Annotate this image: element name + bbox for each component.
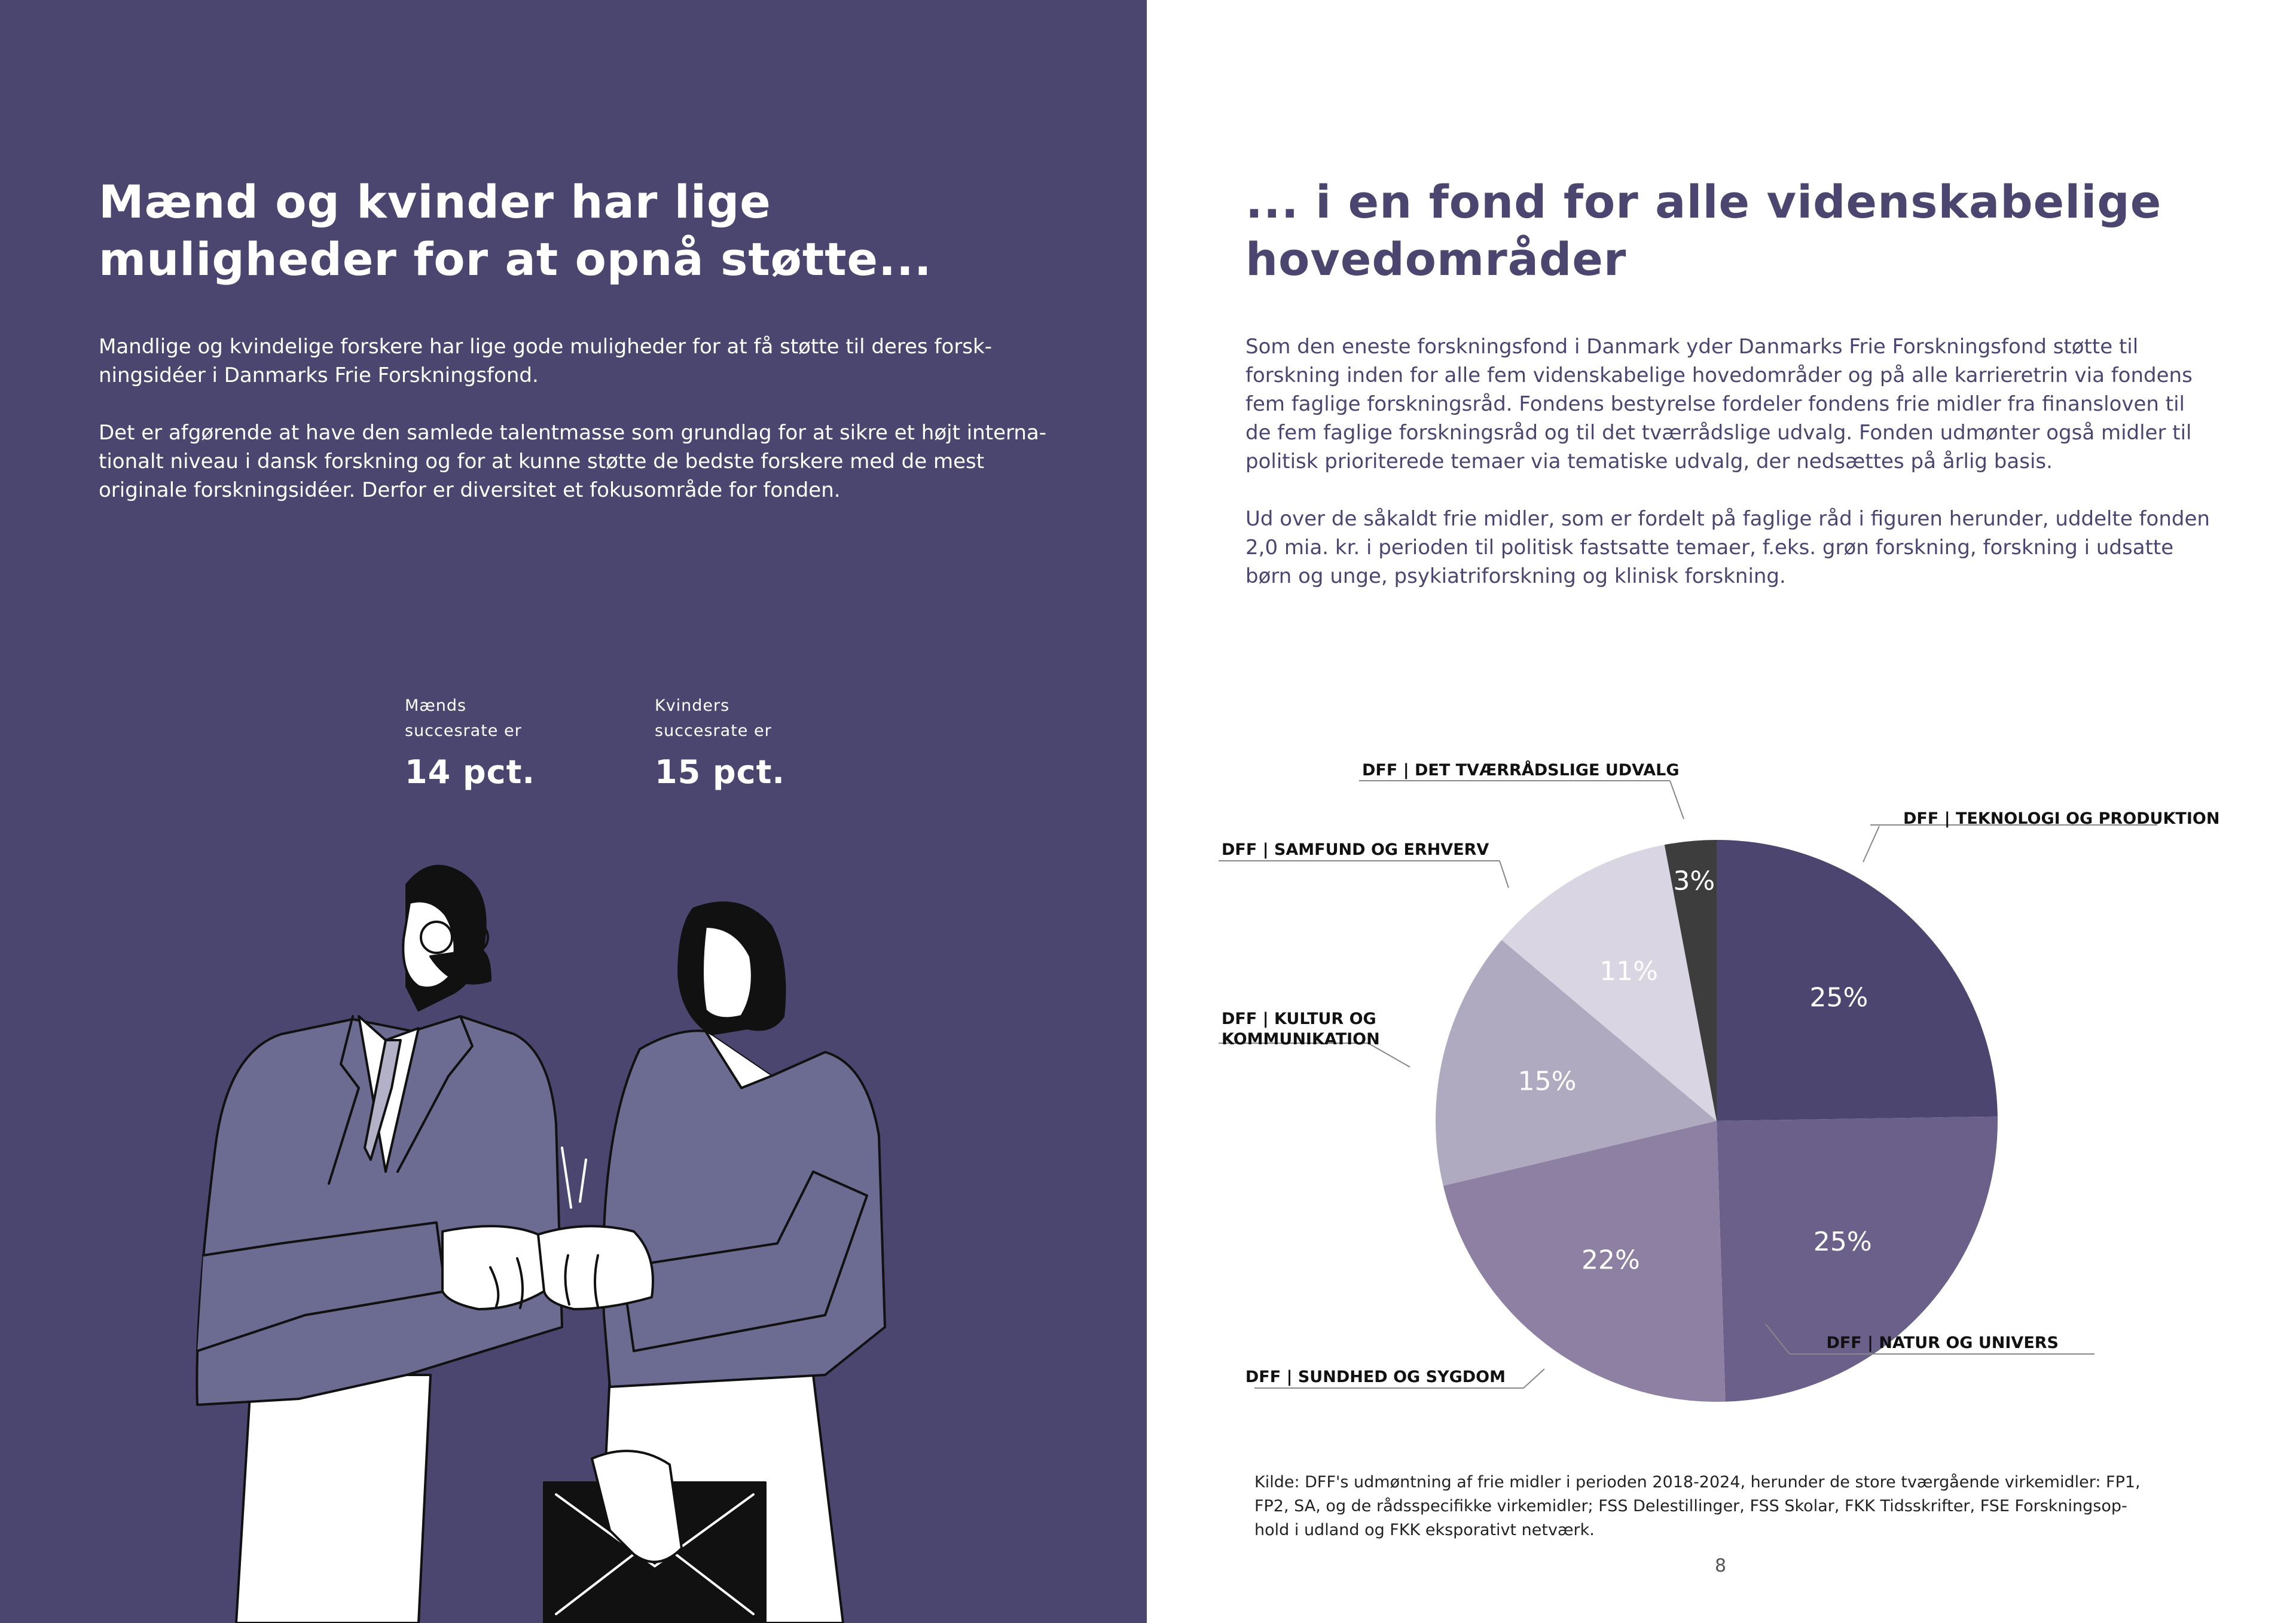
right-heading: ... i en fond for alle videnskabelige hovedområder [1245, 175, 2162, 286]
left-body [99, 332, 1055, 533]
left-paragraph-1: Mandlige og kvindelige forskere har lige gode muligheder for at få støtte til deres forsk- ningsidéer i Danmarks Frie Forskningsfond. [99, 335, 992, 387]
label-leader-line [1523, 1369, 1544, 1388]
pie-slice [1717, 1117, 1998, 1402]
pie-value-label: 22% [1581, 1245, 1640, 1276]
right-body [1245, 332, 2226, 619]
right-paragraph-1: Som den eneste forskningsfond i Danmark yder Danmarks Frie Forskningsfond støtte til forskning inden for alle fem videnskabelige hovedområder og på alle karrieretrin via fondens fem faglige forskningsråd. Fondens bestyrelse fordeler fondens frie midler fra finansloven til de fem faglige forskningsråd og til det tværrådslige udvalg. Fonden udmønter også midler til politisk prioriterede temaer via tematiske udvalg, der nedsættes på årlig basis. [1245, 335, 2193, 473]
left-page [0, 0, 1147, 1623]
pie-slice [1717, 840, 1998, 1121]
left-heading: Mænd og kvinder har lige muligheder for at opnå støtte... [99, 175, 932, 286]
pie-chart [1147, 741, 2296, 1435]
stat-men [405, 693, 535, 791]
stat-women-label: Kvinders succesrate er [655, 696, 772, 740]
pie-category-label: DFF | SUNDHED OG SYGDOM [1245, 1368, 1506, 1386]
pie-value-label: 11% [1599, 956, 1658, 987]
pie-value-label: 25% [1813, 1227, 1872, 1258]
label-leader-line [1500, 861, 1509, 888]
pie-value-label: 25% [1809, 982, 1868, 1013]
label-leader-line [1670, 781, 1684, 819]
pie-category-label: DFF | DET TVÆRRÅDSLIGE UDVALG [1362, 761, 1680, 780]
right-page [1147, 0, 2296, 1623]
pie-category-label: DFF | NATUR OG UNIVERS [1826, 1334, 2059, 1352]
stat-women-value: 15 pct. [655, 753, 785, 791]
pie-value-label: 15% [1518, 1066, 1577, 1097]
source-note: Kilde: DFF's udmøntning af frie midler i perioden 2018-2024, herunder de store tværgående virkemidler: FP1, FP2, SA, og de rådsspecifikke virkemidler; FSS Delestillinger, FSS Skolar, FKK Tidsskrifter, FSE Forskningsop- hold i udland og FKK eksporativt netværk. [1254, 1473, 2141, 1539]
pie-category-label: DFF | KULTUR OG KOMMUNIKATION [1222, 1010, 1380, 1049]
pie-category-label: DFF | TEKNOLOGI OG PRODUKTION [1903, 809, 2220, 828]
right-paragraph-2: Ud over de såkaldt frie midler, som er fordelt på faglige råd i figuren herunder, uddelte fonden 2,0 mia. kr. i perioden til politisk fastsatte temaer, f.eks. grøn forskning, forskning i udsatte børn og unge, psykiatriforskning og klinisk forskning. [1245, 507, 2210, 588]
fist-bump-illustration [179, 837, 957, 1623]
label-leader-line [1863, 826, 1879, 862]
stat-men-label: Mænds succesrate er [405, 696, 522, 740]
stat-women [655, 693, 785, 791]
left-paragraph-2: Det er afgørende at have den samlede talentmasse som grundlag for at sikre et højt interna- tionalt niveau i dansk forskning og for at kunne støtte de bedste forskere med de mest originale forskningsidéer. Derfor er diversitet et fokusområde for fonden. [99, 421, 1047, 502]
pie-value-label: 3% [1673, 866, 1715, 897]
page-number: 8 [1715, 1555, 1727, 1576]
stat-men-value: 14 pct. [405, 753, 535, 791]
pie-category-label: DFF | SAMFUND OG ERHVERV [1222, 840, 1489, 859]
